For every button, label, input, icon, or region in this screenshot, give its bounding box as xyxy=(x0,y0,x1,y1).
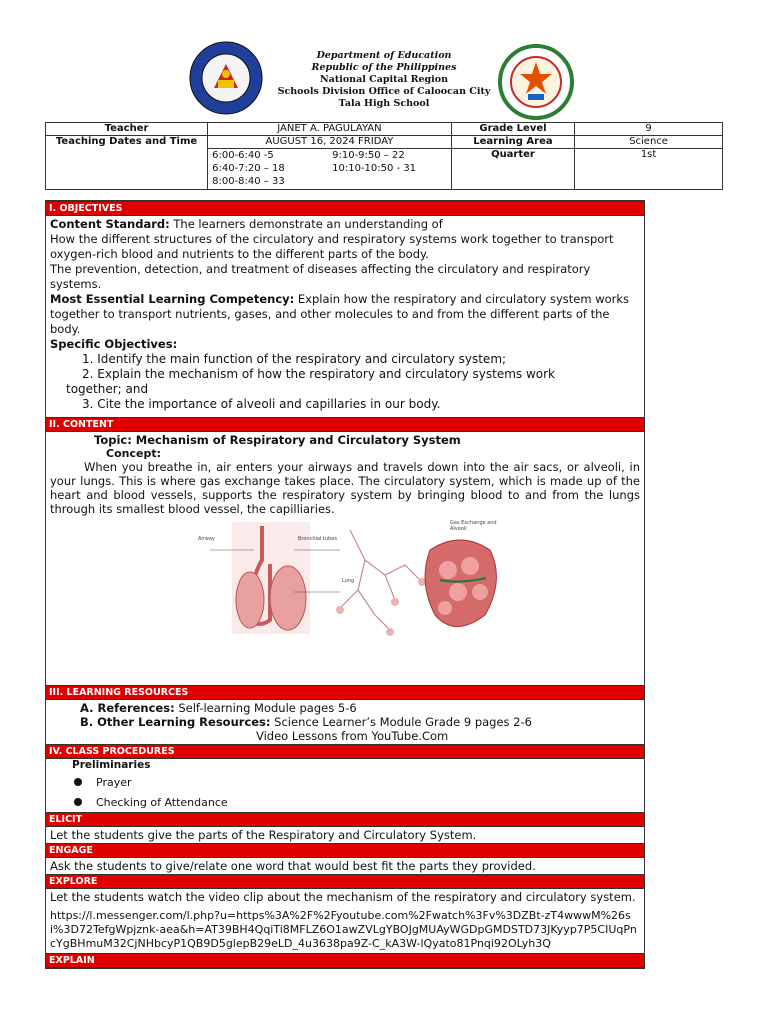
quarter-value: 1st xyxy=(575,149,723,190)
elicit-section-bar: ELICIT xyxy=(46,812,644,827)
school-seal-logo xyxy=(498,44,574,120)
schedule-cell xyxy=(208,149,452,190)
schedule-item xyxy=(332,175,442,188)
content-section xyxy=(46,432,644,685)
list-item xyxy=(46,792,644,812)
learning-area-label: Learning Area xyxy=(451,136,574,149)
content-section-bar: II. CONTENT xyxy=(46,417,644,432)
objectives-section-bar: I. OBJECTIVES xyxy=(46,201,644,216)
document-header xyxy=(0,40,768,120)
content-standard-label: Content Standard: xyxy=(50,217,170,231)
header-line-school: Tala High School xyxy=(338,98,430,109)
schedule-list xyxy=(212,149,447,188)
teaching-date-value: AUGUST 16, 2024 FRIDAY xyxy=(208,136,452,149)
lesson-plan-body xyxy=(45,200,645,969)
header-text xyxy=(270,50,498,110)
engage-text: Ask the students to give/relate one word that would best fit the parts they provided. xyxy=(50,859,536,873)
objective-2: 2. Explain the mechanism of how the respiratory and circulatory systems work xyxy=(82,367,556,381)
references-label: A. References: xyxy=(80,701,175,715)
preliminary-item: Prayer xyxy=(96,775,132,789)
specific-objectives-label: Specific Objectives: xyxy=(50,337,178,351)
content-standard-point-2: The prevention, detection, and treatment of diseases affecting the circulatory and respiratory systems. xyxy=(50,262,591,291)
header-line-department: Department of Education xyxy=(316,50,452,61)
explore-section-bar: EXPLORE xyxy=(46,874,644,889)
procedures-section xyxy=(46,759,644,812)
objective-2-cont: together; and xyxy=(66,382,149,396)
header-line-republic: Republic of the Philippines xyxy=(311,62,457,73)
preliminaries-label: Preliminaries xyxy=(72,759,151,771)
resources-section-bar: III. LEARNING RESOURCES xyxy=(46,685,644,700)
content-standard xyxy=(50,217,640,232)
topic-title: Topic: Mechanism of Respiratory and Circulatory System xyxy=(94,433,461,447)
teacher-label: Teacher xyxy=(46,123,208,136)
objectives-section xyxy=(46,216,644,417)
content-standard-point-1: How the different structures of the circulatory and respiratory systems work together to transport oxygen-rich blood and nutrients to the different parts of the body. xyxy=(50,232,614,261)
figure-label-gas-exchange: Gas Exchange and Alveoli xyxy=(450,520,497,532)
teaching-dates-label: Teaching Dates and Time xyxy=(46,136,208,190)
procedures-section-bar: IV. CLASS PROCEDURES xyxy=(46,744,644,759)
objective-1: 1. Identify the main function of the respiratory and circulatory system; xyxy=(82,352,507,366)
melc-label: Most Essential Learning Competency: xyxy=(50,292,295,306)
grade-level-label: Grade Level xyxy=(451,123,574,136)
concept-paragraph: When you breathe in, air enters your airways and travels down into the air sacs, or alveoli, in your lungs. This is where gas exchange takes place. The circulatory system, which is made up of the heart and blood vessels, supports the respiratory system by bringing blood to and from the lungs through its smallest blood vessel, the capilliaries. xyxy=(50,460,640,516)
elicit-text: Let the students give the parts of the Respiratory and Circulatory System. xyxy=(50,828,477,842)
other-resources-line-2: Video Lessons from YouTube.Com xyxy=(256,729,449,743)
list-item xyxy=(46,772,644,792)
melc-text: Explain how the respiratory and circulatory system works together to transport nutrients, gases, and other molecules to and from the different parts of the body. xyxy=(50,292,630,336)
lesson-info-table xyxy=(45,122,723,190)
bullet-icon xyxy=(74,778,82,786)
concept-label: Concept: xyxy=(106,447,161,460)
other-resources-text: Science Learner’s Module Grade 9 pages 2-6 xyxy=(270,715,532,729)
explain-section-bar: EXPLAIN xyxy=(46,953,644,968)
content-standard-text: The learners demonstrate an understanding of xyxy=(169,217,443,231)
figure-label-airway: Airway xyxy=(198,536,215,542)
other-resources-line xyxy=(50,715,640,729)
learning-area-value: Science xyxy=(575,136,723,149)
explore-text: Let the students watch the video clip about the mechanism of the respiratory and circulatory system. xyxy=(50,890,636,904)
figure-label-bronchial: Bronchial tubes xyxy=(298,536,337,542)
respiratory-figure xyxy=(50,516,640,684)
video-link[interactable]: https://l.messenger.com/l.php?u=https%3A%2F%2Fyoutube.com%2Fwatch%3Fv%3DZBt-zT4wwwM%26si%3D72TefgWpjznk-aea&h=AT39BH4QqiTi8MFLZ6O1awZVLgYBOJgMUAyWGDpGMDSTD73JKyyp7P5CIUqPncYgBHmuM32CjNHbcyP1QB9D5glepB29eLD_4u3638pa9Z-C_kA3W-lQyato81Pnqi92OLyh3Q xyxy=(50,909,637,950)
references-line xyxy=(50,701,640,715)
quarter-label: Quarter xyxy=(451,149,574,190)
figure-label-lung: Lung xyxy=(342,578,355,584)
preliminary-item: Checking of Attendance xyxy=(96,795,228,809)
header-line-region: National Capital Region xyxy=(319,74,448,85)
teacher-value: JANET A. PAGULAYAN xyxy=(208,123,452,136)
bullet-icon xyxy=(74,798,82,806)
objective-3: 3. Cite the importance of alveoli and capillaries in our body. xyxy=(82,397,441,411)
schedule-item: 9:10-9:50 – 22 xyxy=(332,150,405,161)
other-resources-label: B. Other Learning Resources: xyxy=(80,715,271,729)
schedule-item: 8:00-8:40 – 33 xyxy=(212,176,285,187)
references-text: Self-learning Module pages 5-6 xyxy=(174,701,357,715)
header-line-division: Schools Division Office of Caloocan City xyxy=(277,86,491,97)
grade-level-value: 9 xyxy=(575,123,723,136)
schedule-item: 6:00-6:40 -5 xyxy=(212,150,274,161)
resources-section xyxy=(46,700,644,744)
schedule-item: 10:10-10:50 - 31 xyxy=(332,163,417,174)
deped-seal-logo xyxy=(188,40,264,116)
melc xyxy=(50,292,640,337)
engage-section-bar: ENGAGE xyxy=(46,843,644,858)
schedule-item: 6:40-7:20 – 18 xyxy=(212,163,285,174)
